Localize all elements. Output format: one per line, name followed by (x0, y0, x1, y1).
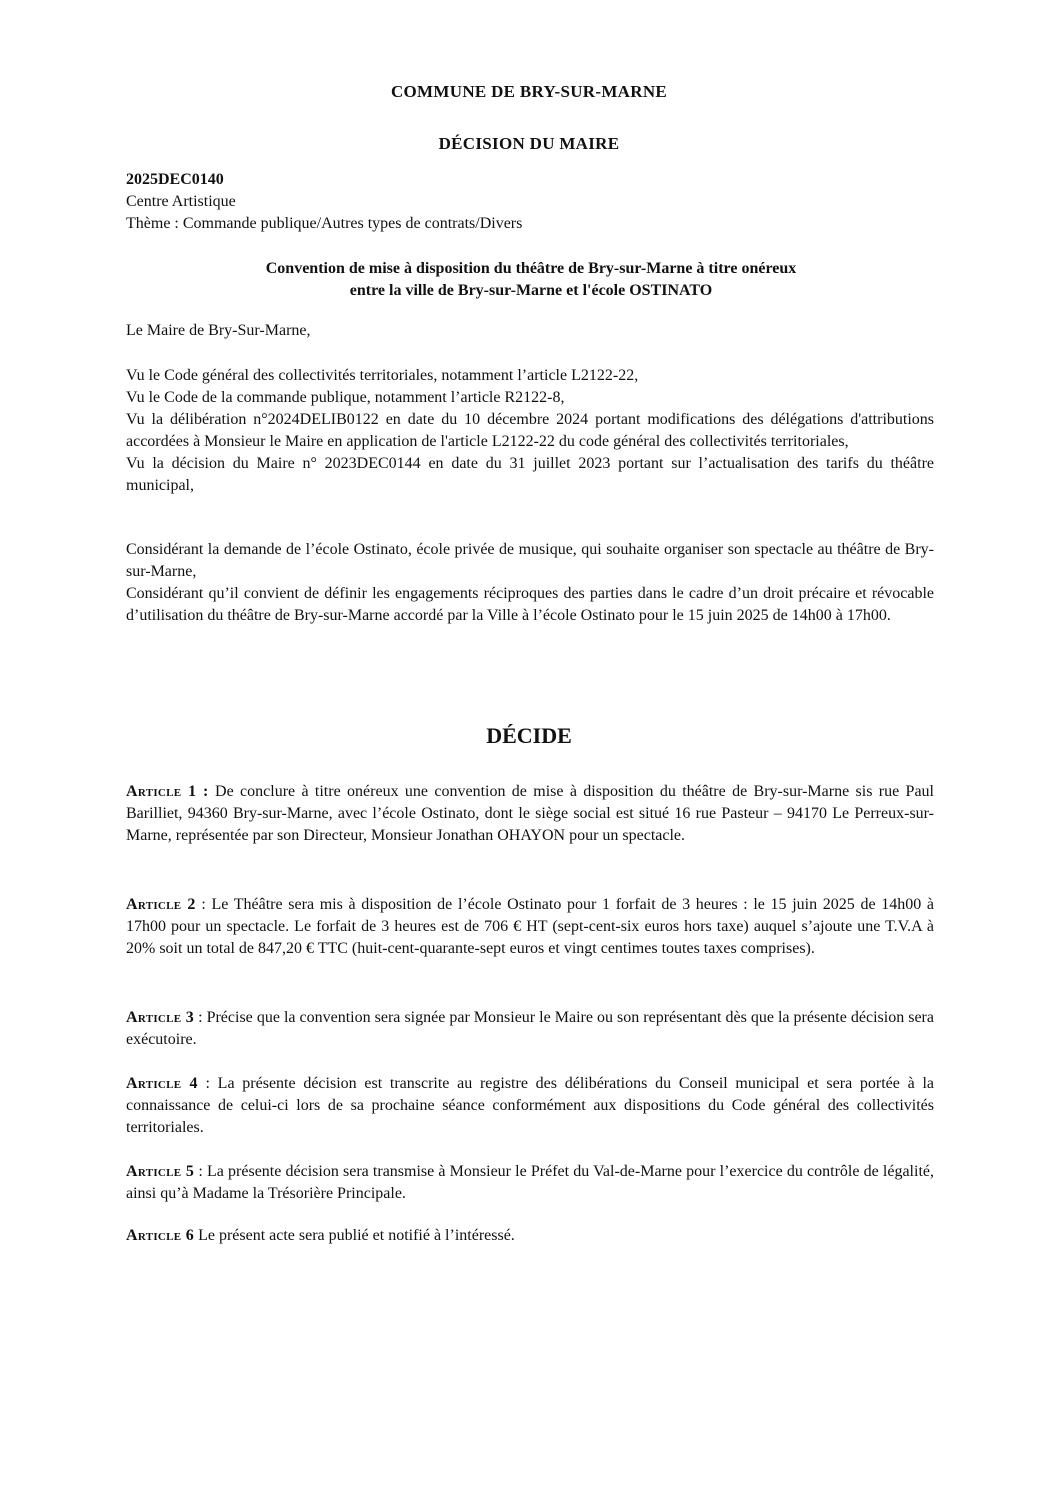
article-label: Article 4 (126, 1075, 198, 1092)
decision-meta (126, 169, 936, 235)
decide-heading: DÉCIDE (486, 723, 572, 748)
article-label: Article 5 (126, 1163, 195, 1180)
decision-reference: 2025DEC0140 (126, 171, 224, 188)
article-6 (126, 1225, 934, 1247)
commune-heading: COMMUNE DE BRY-SUR-MARNE (390, 82, 668, 101)
vu-paragraph: Vu la délibération n°2024DELIB0122 en date du 10 décembre 2024 portant modifications des délégations d'attributions accordées à Monsieur le Maire en application de l'article L2122-22 du code général des collectivités territoriales, (126, 411, 934, 450)
article-text: : La présente décision est transcrite au registre des délibérations du Conseil municipal et sera portée à la connaissance de celui-ci lors de sa prochaine séance conformément aux dispositions du Code général des collectivités territoriales. (126, 1075, 934, 1136)
vu-paragraph: Vu le Code de la commande publique, notamment l’article R2122-8, (126, 389, 565, 406)
article-text: : Précise que la convention sera signée par Monsieur le Maire ou son représentant dès que la présente décision sera exécutoire. (126, 1009, 934, 1048)
considerant-paragraph: Considérant qu’il convient de définir les engagements réciproques des parties dans le cadre d’un droit précaire et révocable d’utilisation du théâtre de Bry-sur-Marne accordé par la Ville à l’école Ostinato pour le 15 juin 2025 de 14h00 à 17h00. (126, 585, 934, 624)
article-text: : Le Théâtre sera mis à disposition de l’école Ostinato pour 1 forfait de 3 heures : le 15 juin 2025 de 14h00 à 17h00 pour un spectacle. Le forfait de 3 heures est de 706 € HT (sept-cent-six euros hors taxe) auquel s’ajoute une T.V.A à 20% soit un total de 847,20 € TTC (huit-cent-quarante-sept euros et vingt centimes toutes taxes comprises). (126, 896, 934, 957)
considerant-paragraph: Considérant la demande de l’école Ostinato, école privée de musique, qui souhaite organiser son spectacle au théâtre de Bry-sur-Marne, (126, 541, 934, 580)
considerants-section (126, 539, 934, 627)
article-3 (126, 1007, 934, 1051)
article-5 (126, 1161, 934, 1205)
article-text: De conclure à titre onéreux une convention de mise à disposition du théâtre de Bry-sur-Marne sis rue Paul Barilliet, 94360 Bry-sur-Marne, avec l’école Ostinato, dont le siège social est situé 16 rue Pasteur – 94170 Le Perreux-sur-Marne, représentée par son Directeur, Monsieur Jonathan OHAYON pour un spectacle. (126, 783, 935, 844)
article-label: Article 1 : (126, 783, 209, 800)
article-label: Article 2 (126, 896, 196, 913)
maire-intro: Le Maire de Bry-Sur-Marne, (126, 322, 311, 339)
vu-paragraph: Vu le Code général des collectivités territoriales, notamment l’article L2122-22, (126, 367, 639, 384)
article-1 (126, 781, 934, 847)
article-text: : La présente décision sera transmise à Monsieur le Préfet du Val-de-Marne pour l’exercice du contrôle de légalité, ainsi qu’à Madame la Trésorière Principale. (126, 1163, 934, 1202)
convention-title-line: Convention de mise à disposition du théâtre de Bry-sur-Marne à titre onéreux (265, 260, 797, 277)
article-2 (126, 894, 934, 960)
decision-title: DÉCISION DU MAIRE (438, 134, 620, 153)
convention-title (126, 258, 936, 302)
article-4 (126, 1073, 934, 1139)
service-name: Centre Artistique (126, 193, 236, 210)
vus-section (126, 365, 934, 497)
article-label: Article 3 (126, 1009, 195, 1026)
article-label: Article 6 (126, 1227, 195, 1244)
vu-paragraph: Vu la décision du Maire n° 2023DEC0144 en date du 31 juillet 2023 portant sur l’actualisation des tarifs du théâtre municipal, (126, 455, 934, 494)
theme-line: Thème : Commande publique/Autres types de contrats/Divers (126, 215, 523, 232)
convention-title-line: entre la ville de Bry-sur-Marne et l'école OSTINATO (349, 282, 713, 299)
article-text: Le présent acte sera publié et notifié à l’intéressé. (194, 1227, 515, 1244)
